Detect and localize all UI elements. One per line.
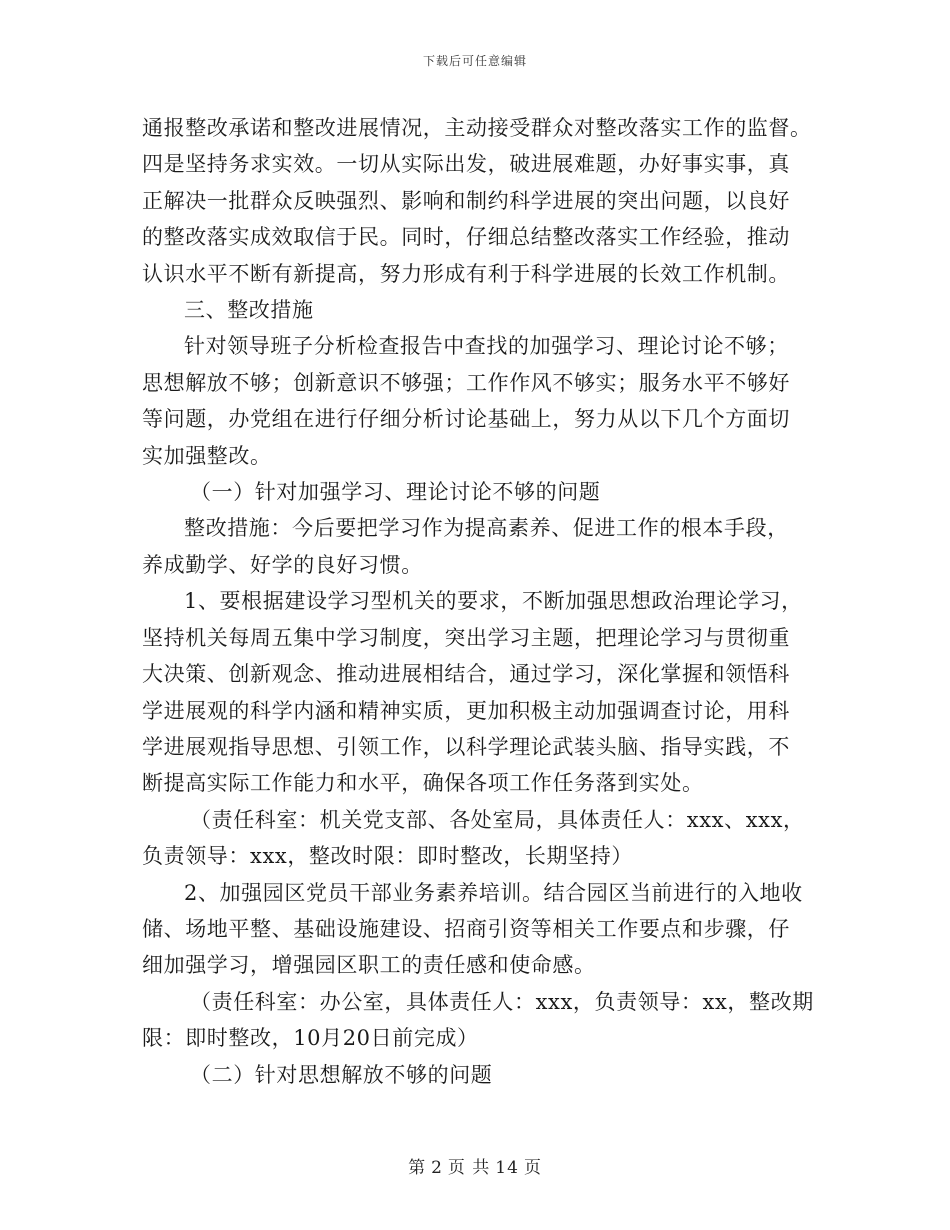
footer-middle: 页 共: [447, 1158, 491, 1178]
subsection-heading: （一）针对加强学习、理论讨论不够的问题: [190, 480, 601, 505]
page-footer: [0, 1153, 950, 1178]
subsection-heading: （二）针对思想解放不够的问题: [190, 1062, 493, 1087]
paragraph-line: 学进展观的科学内涵和精神实质，更加积极主动加强调查讨论，用科: [142, 698, 790, 723]
page-header: 下载后可任意编辑: [422, 54, 527, 68]
paragraph-line: 储、场地平整、基础设施建设、招商引资等相关工作要点和步骤，仔: [142, 916, 790, 941]
paragraph-line: 四是坚持务求实效。一切从实际出发，破进展难题，办好事实事，真: [142, 152, 790, 177]
paragraph-line: 学进展观指导思想、引领工作，以科学理论武装头脑、指导实践，不: [142, 734, 790, 759]
paragraph-line: 坚持机关每周五集中学习制度，突出学习主题，把理论学习与贯彻重: [142, 625, 790, 650]
footer-prefix: 第: [408, 1158, 427, 1178]
footer-page-number: 2: [431, 1158, 443, 1178]
paragraph-line: 断提高实际工作能力和水平，确保各项工作任务落到实处。: [142, 771, 704, 796]
paragraph-line: 等问题，办党组在进行仔细分析讨论基础上，努力从以下几个方面切: [142, 407, 790, 432]
footer-suffix: 页: [523, 1158, 542, 1178]
paragraph-line: 思想解放不够；创新意识不够强；工作作风不够实；服务水平不够好: [142, 370, 790, 395]
paragraph-line: 的整改落实成效取信于民。同时，仔细总结整改落实工作经验，推动: [142, 225, 790, 250]
document-body: [142, 110, 814, 1093]
paragraph-line: 实加强整改。: [142, 443, 272, 468]
paragraph-line: 认识水平不断有新提高，努力形成有利于科学进展的长效工作机制。: [142, 261, 790, 286]
paragraph-line: 养成勤学、好学的良好习惯。: [142, 552, 423, 577]
paragraph-line: 大决策、创新观念、推动进展相结合，通过学习，深化掌握和领悟科: [142, 662, 790, 687]
paragraph-line: 通报整改承诺和整改进展情况，主动接受群众对整改落实工作的监督。: [142, 116, 812, 140]
responsibility-note: 负责领导：xxx，整改时限：即时整改，长期坚持）: [142, 844, 633, 869]
responsibility-note: （责任科室：办公室，具体责任人：xxx，负责领导：xx，整改期: [190, 989, 814, 1014]
paragraph-line: 正解决一批群众反映强烈、影响和制约科学进展的突出问题，以良好: [142, 188, 790, 213]
responsibility-note: 限：即时整改，10月20日前完成）: [142, 1026, 479, 1051]
paragraph-line: 针对领导班子分析检查报告中查找的加强学习、理论讨论不够；: [184, 334, 789, 359]
paragraph-line: 整改措施：今后要把学习作为提高素养、促进工作的根本手段，: [184, 516, 789, 541]
footer-total-pages: 14: [495, 1158, 519, 1178]
responsibility-note: （责任科室：机关党支部、各处室局，具体责任人：xxx、xxx，: [190, 807, 805, 832]
section-heading: 三、整改措施: [184, 298, 314, 323]
paragraph-line: 细加强学习，增强园区职工的责任感和使命感。: [142, 953, 596, 978]
paragraph-line: 2、加强园区党员干部业务素养培训。结合园区当前进行的入地收: [184, 880, 803, 905]
paragraph-line: 1、要根据建设学习型机关的要求，不断加强思想政治理论学习，: [184, 589, 803, 614]
